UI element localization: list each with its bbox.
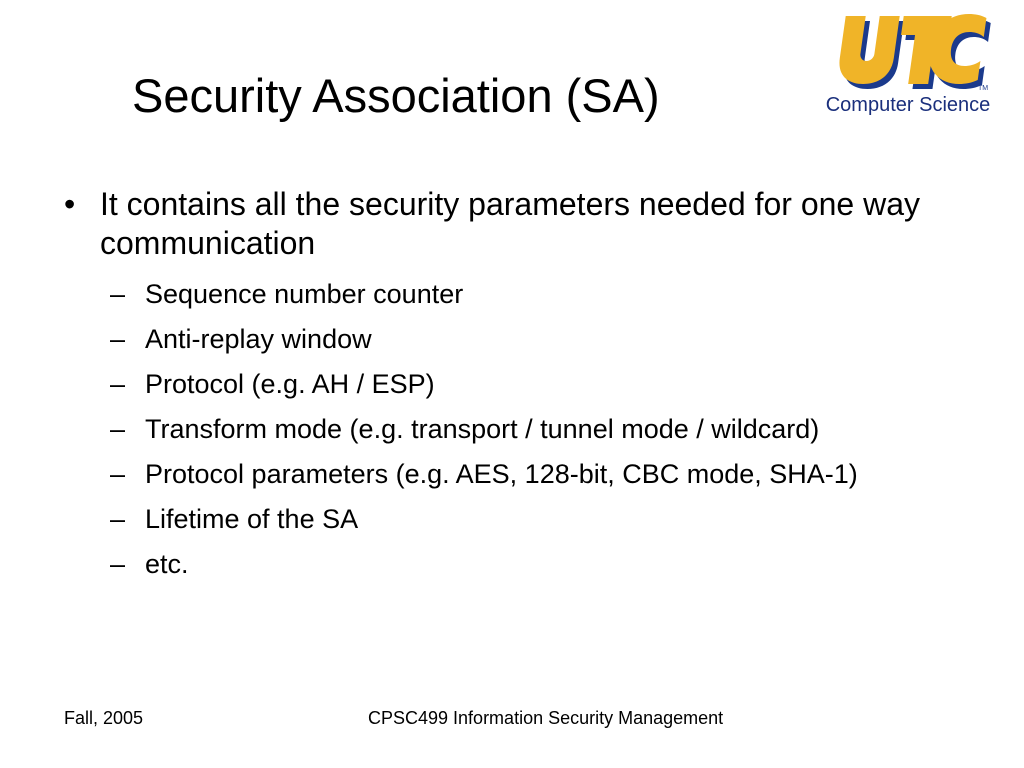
sub-bullet-text: etc.	[145, 549, 189, 579]
footer-course: CPSC499 Information Security Management	[368, 708, 724, 728]
sub-bullet-text: Transform mode (e.g. transport / tunnel mode / wildcard)	[145, 414, 820, 444]
sub-bullet-marker: –	[110, 369, 126, 399]
sub-bullet-marker: –	[110, 459, 126, 489]
logo-caption: Computer Science	[825, 94, 991, 116]
bullet-item	[64, 185, 984, 263]
bullet-list	[64, 185, 984, 592]
utc-logo	[806, 14, 1002, 124]
sub-bullet-item	[64, 367, 935, 401]
utc-logo-mark	[832, 14, 992, 92]
sub-bullet-text: Sequence number counter	[145, 279, 464, 309]
slide-title: Security Association (SA)	[132, 69, 660, 122]
sub-bullet-text: Protocol (e.g. AH / ESP)	[145, 369, 435, 399]
sub-bullet-item	[64, 412, 935, 446]
sub-bullet-item	[64, 547, 935, 581]
sub-bullet-item	[64, 502, 935, 536]
sub-bullet-item	[64, 277, 935, 311]
sub-bullet-marker: –	[110, 414, 126, 444]
sub-bullet-item	[64, 457, 935, 491]
bullet-marker: •	[64, 186, 76, 222]
sub-bullet-marker: –	[110, 279, 126, 309]
sub-bullet-text: Protocol parameters (e.g. AES, 128-bit, CBC mode, SHA-1)	[145, 459, 858, 489]
sub-bullet-marker: –	[110, 504, 126, 534]
sub-bullet-text: Lifetime of the SA	[145, 504, 359, 534]
sub-bullet-marker: –	[110, 324, 126, 354]
sub-bullet-item	[64, 322, 935, 356]
trademark-mark: TM	[978, 85, 989, 92]
footer-date: Fall, 2005	[64, 708, 144, 728]
sub-bullet-marker: –	[110, 549, 126, 579]
bullet-text: It contains all the security parameters needed for one way communication	[100, 186, 920, 261]
sub-bullet-list	[64, 277, 984, 581]
sub-bullet-text: Anti-replay window	[145, 324, 372, 354]
